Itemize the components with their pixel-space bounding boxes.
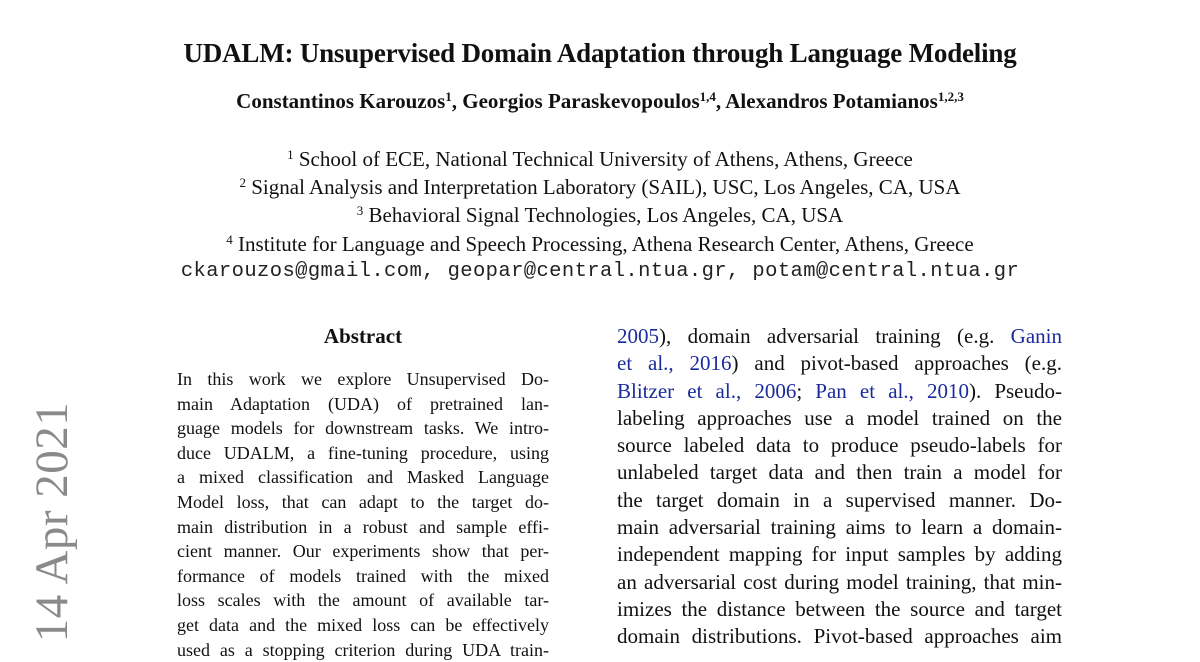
affiliation-text: Behavioral Signal Technologies, Los Angeles, CA, USA <box>368 203 844 228</box>
body-line: independent mapping for input samples by adding <box>617 542 1062 567</box>
affiliation-text: Signal Analysis and Interpretation Laboratory (SAIL), USC, Los Angeles, CA, USA <box>251 175 961 200</box>
abstract-line: formance of models trained with the mixed <box>177 565 549 586</box>
abstract-line: loss scales with the amount of available tar- <box>177 590 549 611</box>
citation-link[interactable]: Blitzer et al., 2006 <box>617 378 797 403</box>
affiliation-line <box>0 230 1200 258</box>
affiliation-marker: 1 <box>287 147 294 162</box>
affiliation-line <box>0 201 1200 229</box>
abstract-line: guage models for downstream tasks. We intro- <box>177 418 549 439</box>
abstract-line: cient manner. Our experiments show that per- <box>177 541 549 562</box>
body-line: imizes the distance between the source and target <box>617 596 1062 621</box>
abstract-line: used as a stopping criterion during UDA train- <box>177 639 549 660</box>
body-text: ) and pivot-based approaches (e.g. <box>731 351 1063 376</box>
affiliation-marker: 3 <box>356 203 364 219</box>
author-affil-marker: 1,4 <box>699 89 716 104</box>
affiliation-text: Institute for Language and Speech Processing, Athena Research Center, Athens, Greece <box>238 231 974 256</box>
abstract-line: In this work we explore Unsupervised Do- <box>177 369 549 389</box>
author-list <box>0 87 1200 115</box>
affiliation-line <box>0 145 1200 173</box>
abstract-body <box>177 367 549 662</box>
abstract-line: main Adaptation (UDA) of pretrained lan- <box>177 393 549 414</box>
author-separator: , <box>451 89 463 113</box>
author-name: Georgios Paraskevopoulos <box>462 89 700 113</box>
body-line: main adversarial training aims to learn a domain- <box>617 515 1062 540</box>
author-name: Alexandros Potamianos <box>725 89 938 113</box>
abstract-line: get data and the mixed loss can be effectively <box>177 614 549 635</box>
author-affil-marker: 1,2,3 <box>937 89 964 104</box>
citation-link[interactable]: et al., 2016 <box>617 351 732 376</box>
body-line: unlabeled target data and then train a model for <box>617 460 1062 485</box>
abstract-line: a mixed classification and Masked Language <box>177 467 549 488</box>
affiliation-line <box>0 173 1200 201</box>
citation-link[interactable]: 2005 <box>617 324 659 348</box>
body-line <box>617 323 1062 350</box>
author-emails[interactable]: ckarouzos@gmail.com, geopar@central.ntua.gr, potam@central.ntua.gr <box>180 259 1020 283</box>
body-line: labeling approaches use a model trained on the <box>617 405 1062 430</box>
arxiv-date-stamp: 14 Apr 2021 <box>26 401 78 643</box>
abstract-line: duce UDALM, a fine-tuning procedure, using <box>177 442 549 463</box>
author-affil-marker: 1 <box>445 89 452 104</box>
paper-title: UDALM: Unsupervised Domain Adaptation through Language Modeling <box>183 38 1017 68</box>
citation-link[interactable]: Ganin <box>1010 324 1062 348</box>
body-line <box>617 350 1062 377</box>
abstract-heading: Abstract <box>323 324 403 348</box>
author-separator: , <box>715 89 726 113</box>
affiliation-block <box>0 145 1200 286</box>
body-column-right <box>617 323 1062 651</box>
body-line: source labeled data to produce pseudo-labels for <box>617 433 1062 458</box>
affiliation-marker: 4 <box>226 231 233 247</box>
body-text: ), domain adversarial training (e.g. <box>659 324 995 348</box>
body-text: ; <box>796 378 816 403</box>
body-line: an adversarial cost during model training, that min- <box>617 569 1062 594</box>
author-name: Constantinos Karouzos <box>236 89 446 113</box>
abstract-line: main distribution in a robust and sample effi- <box>177 516 549 537</box>
body-text: ). Pseudo- <box>968 378 1062 403</box>
body-line <box>617 378 1062 405</box>
body-line: the target domain in a supervised manner. Do- <box>617 487 1062 512</box>
abstract-line: Model loss, that can adapt to the target do- <box>177 491 549 512</box>
affiliation-text: School of ECE, National Technical University of Athens, Athens, Greece <box>298 147 913 171</box>
affiliation-marker: 2 <box>239 175 246 191</box>
body-line: domain distributions. Pivot-based approaches aim <box>617 624 1062 649</box>
citation-link[interactable]: Pan et al., 2010 <box>815 378 969 403</box>
